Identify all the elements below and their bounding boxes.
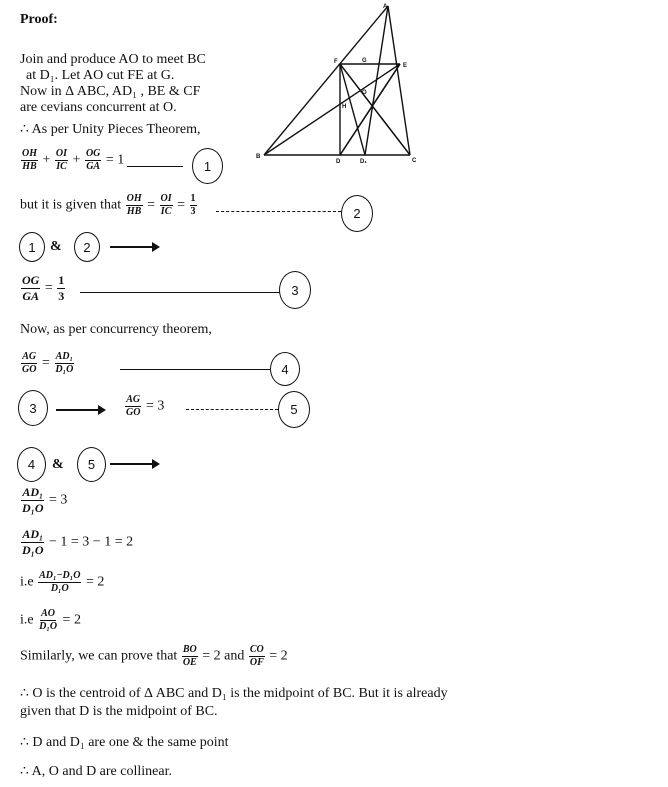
equation-1: $\frac{OH}{HB}$ + $\frac{OI}{IC}$ + $\frac{OG}{GA}$ = 1 [22,148,125,172]
equation-tag-5: 5 [278,391,310,428]
conclusion-line-2: given that D is the midpoint of BC. [20,704,218,719]
conclusion-line-1: ∴ O is the centroid of Δ ABC and D₁ is the midpoint of BC. But it is already [20,686,448,701]
fraction: $\frac{\text{AD₁−D₁O}}{\text{D₁O}}$ [39,570,81,594]
fraction: $\frac{OI}{IC}$ [55,148,68,172]
step-4: i.e $\frac{AO}{\text{D₁O}}$ = 2 [20,608,81,632]
equation-4: $\frac{AG}{GO}$ = $\frac{\text{AD₁}}{\text{D₁O}}$ [22,351,74,375]
implies-arrow [56,409,104,411]
equation-tag-4: 4 [270,352,300,386]
label-o: O [362,90,367,96]
fraction: $\frac{OI}{IC}$ [160,193,172,217]
step-2: $\frac{\text{AD₁}}{\text{D₁O}}$ − 1 = 3 − 1 = 2 [22,527,134,557]
intro-line-4: are cevians concurrent at O. [20,100,177,115]
fraction: $\frac{BO}{OE}$ [182,644,197,668]
equation-tag-1: 1 [192,148,223,184]
concurrency-line: Now, as per concurrency theorem, [20,322,212,337]
fraction: $\frac{CO}{OF}$ [249,644,264,668]
triangle-diagram [250,0,430,170]
label-a: A [383,4,388,10]
label-b: B [256,154,261,160]
label-e: E [403,63,408,69]
fraction: $\frac{\text{AD₁}}{\text{D₁O}}$ [22,485,44,515]
step-1: $\frac{\text{AD₁}}{\text{D₁O}}$ = 3 [22,485,68,515]
conclusion-line-4: ∴ A, O and D are collinear. [20,764,172,779]
fraction: $\frac{\text{AD₁}}{\text{D₁O}}$ [22,527,44,557]
leader-line [186,409,278,411]
ref-circle-1: 1 [19,232,45,262]
ref-circle-4: 4 [17,447,46,482]
fraction: $\frac{OG}{GA}$ [85,148,101,172]
proof-title: Proof: [20,12,58,27]
fraction: $\frac{AO}{\text{D₁O}}$ [39,608,58,632]
intro-line-1: Join and produce AO to meet BC [20,52,206,67]
label-d1: D₁ [360,159,367,165]
leader-line [80,292,280,293]
label-c: C [412,158,417,164]
equation-3: $\frac{OG}{GA}$ = $\frac{1}{3}$ [22,273,65,303]
label-d: D [336,159,341,165]
leader-line [127,166,183,167]
fraction: $\frac{OH}{HB}$ [22,148,37,172]
label-f: F [334,59,338,65]
intro-line-2: at D₁. Let AO cut FE at G. [26,68,175,83]
fraction: $\frac{OG}{GA}$ [22,273,40,303]
fraction: $\frac{1}{3}$ [58,273,65,303]
fraction: $\frac{AG}{GO}$ [22,351,37,375]
equation-tag-3: 3 [279,271,311,309]
step-3: i.e $\frac{\text{AD₁−D₁O}}{\text{D₁O}}$ = 2 [20,570,105,594]
leader-line [120,369,270,370]
label-h: H [342,104,347,110]
label-i: I [372,102,374,108]
leader-line [216,211,341,213]
fraction: $\frac{1}{3}$ [190,193,196,217]
equation-2: but it is given that $\frac{OH}{HB}$ = $\frac{OI}{IC}$ = $\frac{1}{3}$ [20,193,196,217]
label-g: G [362,58,367,64]
equation-tag-2: 2 [341,195,373,232]
ref-circle-2: 2 [74,232,100,262]
conclusion-line-3: ∴ D and D₁ are one & the same point [20,735,229,750]
ref-circle-5: 5 [77,447,106,482]
fraction: $\frac{\text{AD₁}}{\text{D₁O}}$ [55,351,74,375]
intro-line-3: Now in Δ ABC, AD₁ , BE & CF [20,84,201,99]
implies-arrow [110,463,158,465]
similarly-line: Similarly, we can prove that $\frac{BO}{OE}$ = 2 and $\frac{CO}{OF}$ = 2 [20,644,288,668]
ref-circle-3: 3 [18,390,48,426]
intro-line-5: ∴ As per Unity Pieces Theorem, [20,122,201,137]
equation-5: $\frac{AG}{GO}$ = 3 [126,394,165,418]
ampersand: & [50,239,62,254]
ampersand: & [52,457,64,472]
fraction: $\frac{AG}{GO}$ [126,394,141,418]
fraction: $\frac{OH}{HB}$ [126,193,142,217]
implies-arrow [110,246,158,248]
